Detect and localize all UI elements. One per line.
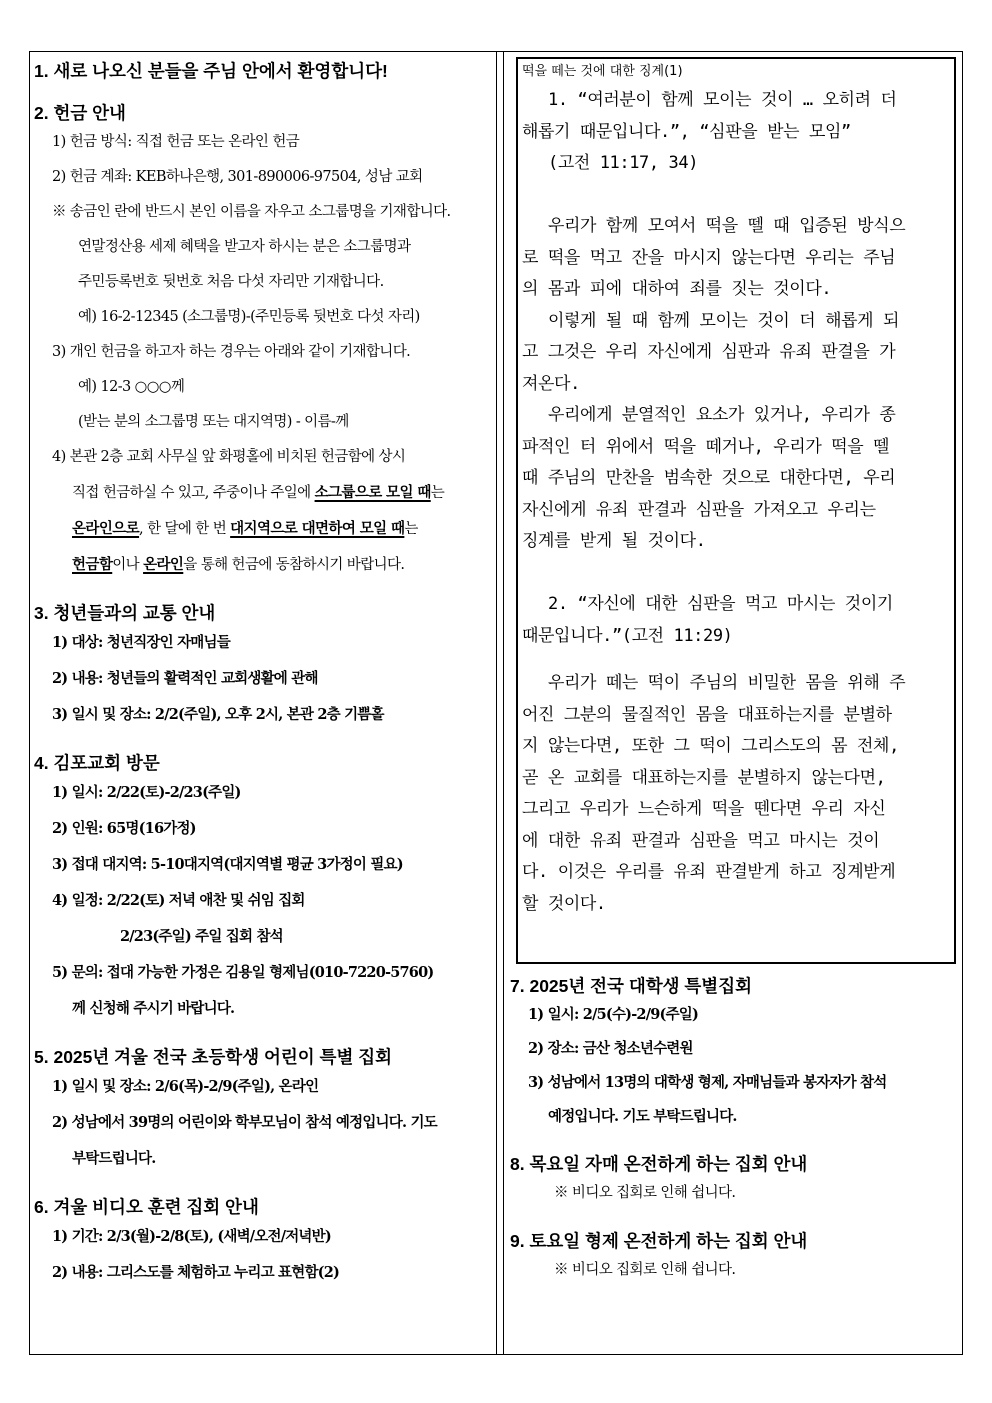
note-line: ※ 송금인 란에 반드시 본인 이름을 자우고 소그룹명을 기재합니다.: [52, 204, 451, 220]
list-item-continued: 2/23(주일) 주일 집회 참석: [120, 928, 283, 945]
reading-line: 우리에게 분열적인 요소가 있거나, 우리가 종: [548, 405, 896, 425]
left-column: [30, 51, 496, 1291]
list-item: 2) 성남에서 39명의 어린이와 학부모님이 참석 예정입니다. 기도: [52, 1114, 437, 1131]
reading-line: 지 않는다면, 또한 그 떡이 그리스도의 몸 전체,: [522, 736, 899, 756]
reading-box: [516, 57, 956, 964]
list-item-continued: 부탁드립니다.: [72, 1150, 156, 1167]
reading-line: 징계를 받게 될 것이다.: [522, 531, 706, 551]
reading-line: 다. 이것은 우리를 유죄 판결받게 하고 징계받게: [522, 862, 896, 882]
list-item: 1) 헌금 방식: 직접 헌금 또는 온라인 헌금: [52, 134, 300, 150]
reading-line: 의 몸과 피에 대하여 죄를 짓는 것이다.: [522, 279, 832, 299]
list-item-continued: 직접 헌금하실 수 있고, 주중이나 주일에 소그룹으로 모일 때는: [72, 484, 445, 501]
list-item-continued: 예정입니다. 기도 부탁드립니다.: [548, 1108, 737, 1125]
reading-line: 고 그것은 우리 자신에게 심판과 유죄 판결을 가: [522, 342, 896, 362]
reading-line: 해롭기 때문입니다.”, “심판을 받는 모임”: [522, 121, 851, 142]
reading-line: 에 대한 유죄 판결과 심판을 먹고 마시는 것이: [522, 830, 880, 851]
example-line: 예) 16-2-12345 (소그룹명)-(주민등록 뒷번호 다섯 자리): [78, 309, 420, 325]
section-title: 8. 목요일 자매 온전하게 하는 집회 안내: [510, 1154, 808, 1174]
reading-line: 로 떡을 먹고 잔을 마시지 않는다면 우리는 주님: [522, 247, 896, 268]
reading-line: 때문입니다.”(고전 11:29): [522, 625, 733, 646]
list-item: 1) 일시: 2/22(토)-2/23(주일): [52, 784, 241, 801]
reading-line: 2. “자신에 대한 심판을 먹고 마시는 것이기: [548, 594, 893, 614]
note-line: ※ 비디오 집회로 인해 쉽니다.: [554, 1262, 736, 1278]
section-title: 5. 2025년 겨울 전국 초등학생 어린이 특별 집회: [34, 1047, 393, 1067]
list-item: 4) 일정: 2/22(토) 저녁 애찬 및 쉬임 집회: [52, 892, 305, 909]
list-item: 4) 본관 2층 교회 사무실 앞 화평홀에 비치된 헌금함에 상시: [52, 449, 406, 465]
reading-line: 자신에게 유죄 판결과 심판을 가져오고 우리는: [522, 499, 876, 520]
list-item: 3) 성남에서 13명의 대학생 형제, 자매님들과 봉자자가 참석: [528, 1074, 887, 1091]
note-line: ※ 비디오 집회로 인해 쉽니다.: [554, 1185, 736, 1201]
list-item-continued: 께 신청해 주시기 바랍니다.: [72, 1000, 235, 1017]
section-7: [508, 974, 958, 1134]
reading-line: 때 주님의 만찬을 범속한 것으로 대한다면, 우리: [522, 468, 896, 488]
list-item: 1) 일시 및 장소: 2/6(목)-2/9(주일), 온라인: [52, 1078, 319, 1095]
reading-line: 져온다.: [522, 373, 580, 394]
section-title: 1. 새로 나오신 분들을 주님 안에서 환영합니다!: [34, 61, 388, 81]
list-item: 3) 접대 대지역: 5-10대지역(대지역별 평균 3가정이 필요): [52, 856, 403, 873]
section-title: 3. 청년들과의 교통 안내: [34, 603, 216, 623]
section-title: 6. 겨울 비디오 훈련 집회 안내: [34, 1197, 259, 1217]
note-line: 연말정산용 세제 혜택을 받고자 하시는 분은 소그룹명과: [78, 239, 411, 255]
section-title: 4. 김포교회 방문: [34, 753, 160, 773]
reading-line: 이렇게 될 때 함께 모이는 것이 더 해롭게 되: [548, 310, 900, 331]
list-item: 2) 헌금 계좌: KEB하나은행, 301-890006-97504, 성남 교회: [52, 169, 423, 185]
section-title: 7. 2025년 전국 대학생 특별집회: [510, 976, 753, 996]
list-item: 3) 개인 헌금을 하고자 하는 경우는 아래와 같이 기재합니다.: [52, 344, 411, 360]
reading-line: 1. “여러분이 함께 모이는 것이 … 오히려 더: [548, 90, 897, 110]
reading-box-title: 떡을 떼는 것에 대한 징계(1): [522, 64, 683, 79]
list-item-continued: 온라인으로, 한 달에 한 번 대지역으로 대면하여 모일 때는: [72, 520, 418, 537]
reading-line: 우리가 떼는 떡이 주님의 비밀한 몸을 위해 주: [548, 673, 906, 693]
reading-line: 우리가 함께 모여서 떡을 뗄 때 입증된 방식으: [548, 216, 906, 236]
column-divider-left: [496, 51, 497, 1355]
reading-line: 그리고 우리가 느슨하게 떡을 뗀다면 우리 자신: [522, 799, 886, 819]
list-item: 2) 인원: 65명(16가정): [52, 820, 196, 837]
example-line: 예) 12-3 ○○○께: [78, 379, 185, 395]
right-column: [504, 51, 962, 1288]
reading-line: 파적인 터 위에서 떡을 떼거나, 우리가 떡을 뗄: [522, 436, 890, 457]
list-item: 3) 일시 및 장소: 2/2(주일), 오후 2시, 본관 2층 기쁨홀: [52, 706, 384, 723]
list-item: 2) 장소: 금산 청소년수련원: [528, 1040, 693, 1057]
section-title: 9. 토요일 형제 온전하게 하는 집회 안내: [510, 1231, 808, 1251]
list-item-continued: 헌금함이나 온라인을 통해 헌금에 동참하시기 바랍니다.: [72, 556, 405, 573]
reading-line: 곧 온 교회를 대표하는지를 분별하지 않는다면,: [522, 767, 886, 788]
reading-line: 어진 그분의 물질적인 몸을 대표하는지를 분별하: [522, 704, 892, 725]
reading-line: 할 것이다.: [522, 893, 606, 914]
list-item: 1) 대상: 청년직장인 자매님들: [52, 634, 230, 651]
section-9: [508, 1229, 958, 1288]
list-item: 2) 내용: 그리스도를 체험하고 누리고 표현함(2): [52, 1264, 340, 1281]
section-title: 2. 헌금 안내: [34, 103, 126, 123]
list-item: 2) 내용: 청년들의 활력적인 교회생활에 관해: [52, 670, 318, 687]
list-item: 1) 일시: 2/5(수)-2/9(주일): [528, 1006, 699, 1023]
example-line: (받는 분의 소그룹명 또는 대지역명) - 이름-께: [78, 414, 349, 430]
reading-line: (고전 11:17, 34): [548, 153, 699, 173]
section-8: [508, 1152, 958, 1211]
note-line: 주민등록번호 뒷번호 처음 다섯 자리만 기재합니다.: [78, 274, 384, 290]
list-item: 1) 기간: 2/3(월)-2/8(토), (새벽/오전/저녁반): [52, 1228, 331, 1245]
list-item: 5) 문의: 접대 가능한 가정은 김용일 형제님(010-7220-5760): [52, 964, 434, 981]
